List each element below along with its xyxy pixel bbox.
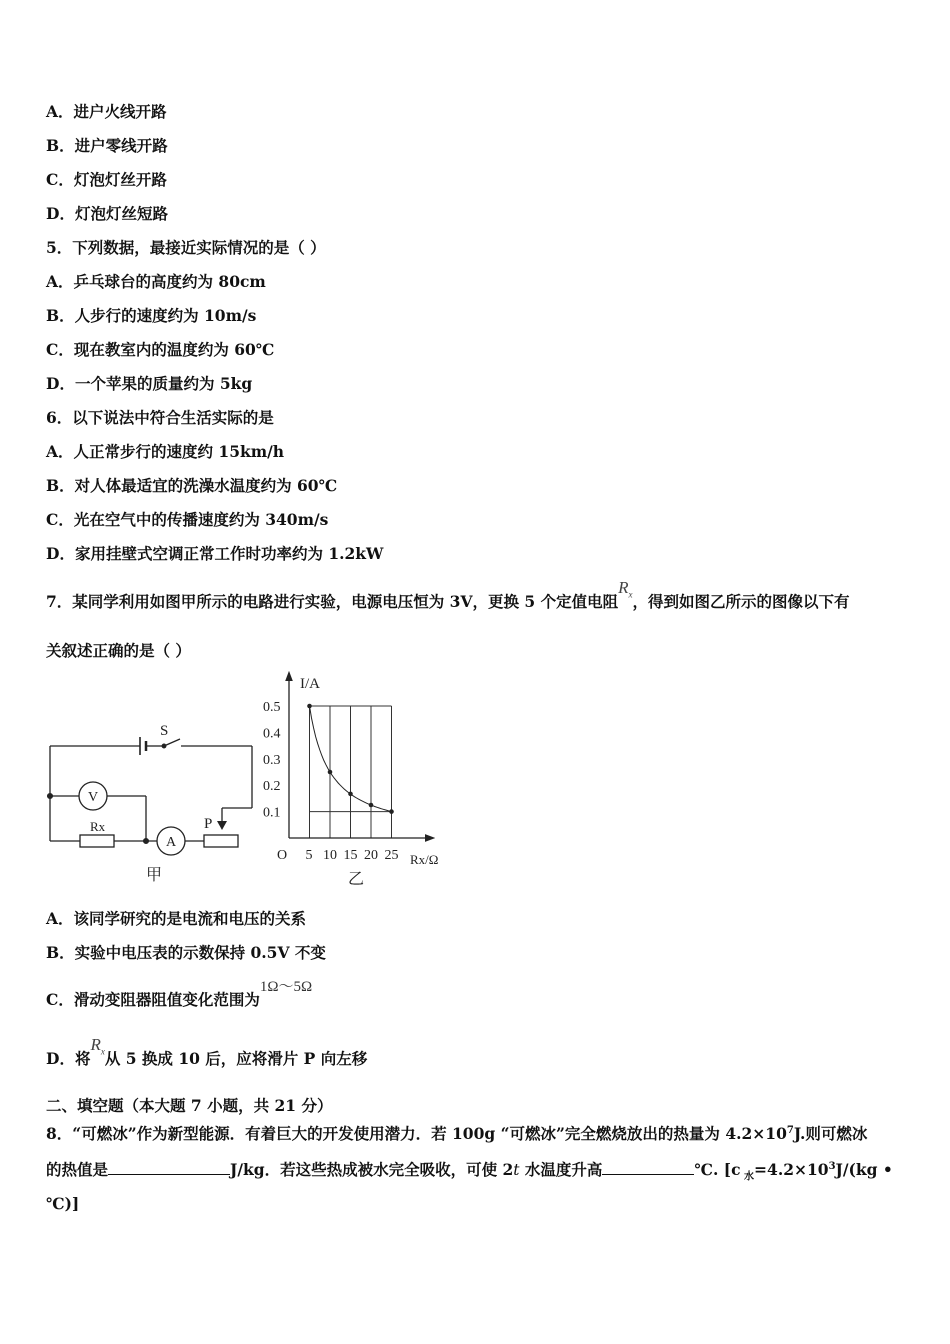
section-2-heading: 二、填空题（本大题 7 小题，共 21 分） xyxy=(46,1096,333,1115)
slider-label: P xyxy=(204,816,213,832)
q7-stem xyxy=(46,578,850,618)
y-axis-label: I/A xyxy=(300,676,320,692)
graph-caption: 乙 xyxy=(348,871,365,888)
x-tick-label: 25 xyxy=(384,848,399,863)
current-resistance-graph xyxy=(258,668,463,890)
circuit-caption: 甲 xyxy=(146,867,163,884)
y-tick-label: 0.3 xyxy=(263,752,281,768)
data-point xyxy=(369,803,374,808)
x-tick-label: 5 xyxy=(305,848,313,863)
rx-symbol: $R_x$ xyxy=(618,578,633,600)
data-point xyxy=(328,770,333,775)
q7-stem-line2: 关叙述正确的是（ ） xyxy=(46,641,191,660)
q7-stem-part1: 7．某同学利用如图甲所示的电路进行实验，电源电压恒为 3V，更换 5 个定值电阻 xyxy=(46,592,619,611)
q7-option-b: B．实验中电压表的示数保持 0.5V 不变 xyxy=(46,943,326,962)
voltmeter-label: V xyxy=(88,790,99,805)
x-tick-label: 10 xyxy=(323,848,337,863)
q8-line2: 的热值是 J/kg．若这些热成被水完全吸收，可使 2t 水温度升高 ℃. [c $_水=4.2\times 10^3J/(kg$ • xyxy=(46,1160,893,1183)
q7-option-c: C．滑动变阻器阻值变化范围为1Ω～5Ω xyxy=(46,979,313,1009)
q6-option-b: B．对人体最适宜的洗澡水温度约为 60℃ xyxy=(46,476,338,495)
q5-option-c: C．现在教室内的温度约为 60℃ xyxy=(46,340,275,359)
q8-line3: ℃)] xyxy=(46,1194,80,1213)
ammeter-label: A xyxy=(166,835,177,850)
q4-option-d: D．灯泡灯丝短路 xyxy=(46,204,168,223)
y-tick-label: 0.2 xyxy=(263,779,281,795)
switch-label: S xyxy=(160,723,169,739)
x-tick-label: 15 xyxy=(343,848,358,863)
q6-option-a: A．人正常步行的速度约 15km/h xyxy=(46,442,285,461)
q7-option-d: D．将$R_x$从 5 换成 10 后，应将滑片 P 向左移 xyxy=(46,1035,368,1068)
q5-option-d: D．一个苹果的质量约为 5kg xyxy=(46,374,253,393)
x-tick-label: 20 xyxy=(364,848,378,863)
q6-option-c: C．光在空气中的传播速度约为 340m/s xyxy=(46,510,329,529)
q5-option-a: A．乒乓球台的高度约为 80cm xyxy=(46,272,266,291)
q6-stem: 6．以下说法中符合生活实际的是 xyxy=(46,408,274,427)
q6-option-d: D．家用挂壁式空调正常工作时功率约为 1.2kW xyxy=(46,544,384,563)
data-point xyxy=(389,809,394,814)
q8-line1: 8．“可燃冰”作为新型能源．有着巨大的开发使用潜力．若 100g “可燃冰”完全燃烧放出的热量为 $4.2\times 10^7J$.则可燃冰 xyxy=(46,1124,868,1144)
data-point xyxy=(348,792,353,797)
origin-label: O xyxy=(277,848,288,863)
x-axis-label: Rx/Ω xyxy=(410,852,439,867)
rx-symbol-d: $R_x$ xyxy=(90,1035,105,1057)
q5-stem: 5．下列数据，最接近实际情况的是（ ） xyxy=(46,238,326,257)
y-tick-label: 0.5 xyxy=(263,700,281,715)
circuit-diagram xyxy=(40,715,270,890)
answer-blank-1[interactable] xyxy=(108,1159,230,1175)
q7-stem-part2: ，得到如图乙所示的图像以下有 xyxy=(632,592,850,611)
q4-option-b: B．进户零线开路 xyxy=(46,136,168,155)
q4-option-a: A．进户火线开路 xyxy=(46,102,167,121)
q7-option-a: A．该同学研究的是电流和电压的关系 xyxy=(46,909,307,928)
resistance-range: 1Ω～5Ω xyxy=(259,979,313,995)
q4-option-c: C．灯泡灯丝开路 xyxy=(46,170,167,189)
answer-blank-2[interactable] xyxy=(602,1159,694,1175)
y-tick-label: 0.1 xyxy=(263,805,281,821)
q5-option-b: B．人步行的速度约为 10m/s xyxy=(46,306,257,325)
resistor-label: Rx xyxy=(90,819,106,834)
data-point xyxy=(307,704,312,709)
y-tick-label: 0.4 xyxy=(263,726,281,742)
